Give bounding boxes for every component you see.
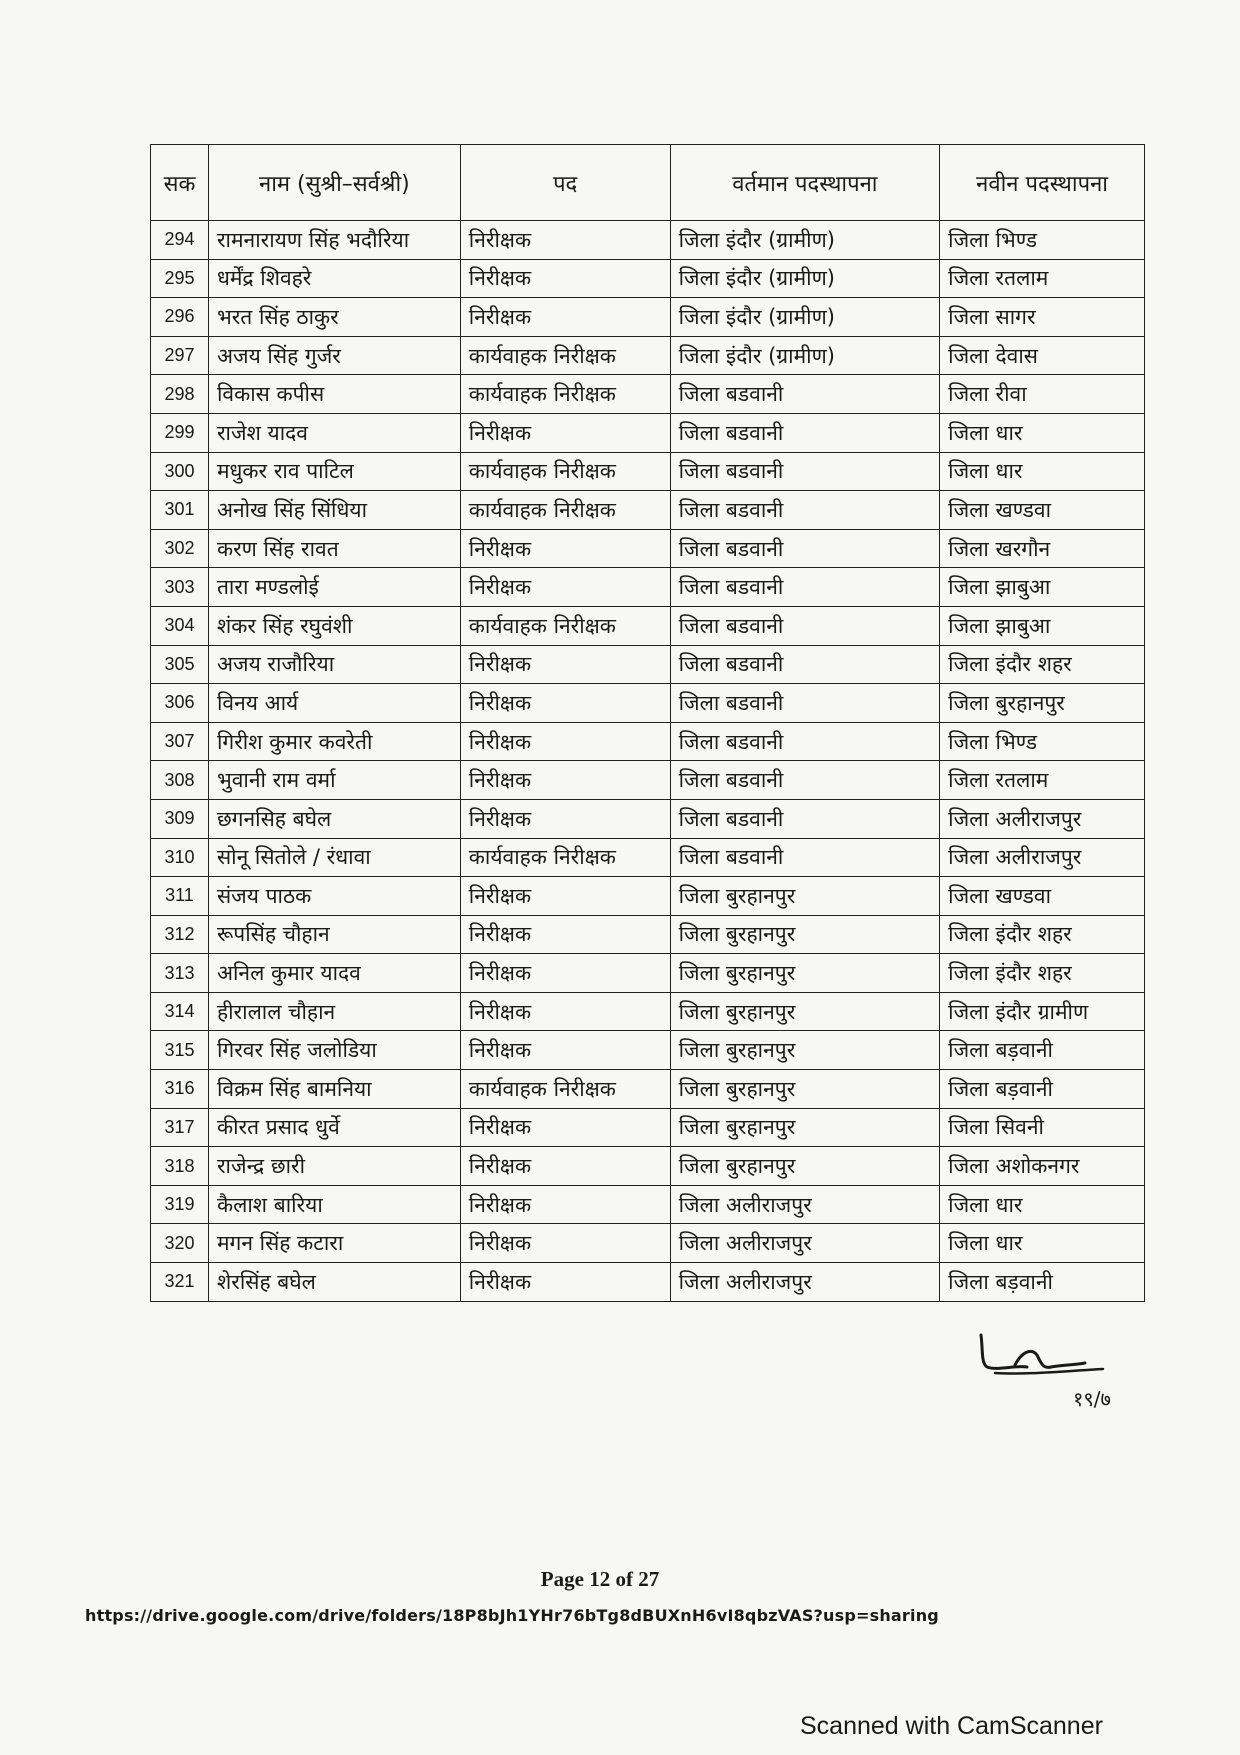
table-row bbox=[151, 336, 1145, 375]
name-cell: तारा मण्डलोई bbox=[208, 568, 460, 607]
current-posting-cell: जिला बडवानी bbox=[670, 645, 940, 684]
name-cell: रामनारायण सिंह भदौरिया bbox=[208, 221, 460, 260]
current-posting-cell: जिला इंदौर (ग्रामीण) bbox=[670, 336, 940, 375]
table-row bbox=[151, 375, 1145, 414]
post-cell: निरीक्षक bbox=[460, 761, 670, 800]
table-row bbox=[151, 1070, 1145, 1109]
current-posting-cell: जिला बुरहानपुर bbox=[670, 877, 940, 916]
new-posting-cell: जिला झाबुआ bbox=[940, 606, 1145, 645]
post-cell: कार्यवाहक निरीक्षक bbox=[460, 838, 670, 877]
drive-link[interactable]: https://drive.google.com/drive/folders/18P8bJh1YHr76bTg8dBUXnH6vI8qbzVAS?usp=sharing bbox=[85, 1606, 939, 1625]
serial-cell: 303 bbox=[151, 568, 209, 607]
name-cell: अनिल कुमार यादव bbox=[208, 954, 460, 993]
post-cell: निरीक्षक bbox=[460, 259, 670, 298]
current-posting-cell: जिला अलीराजपुर bbox=[670, 1185, 940, 1224]
table-row bbox=[151, 568, 1145, 607]
post-cell: कार्यवाहक निरीक्षक bbox=[460, 491, 670, 530]
name-cell: अजय राजौरिया bbox=[208, 645, 460, 684]
current-posting-cell: जिला बडवानी bbox=[670, 799, 940, 838]
new-posting-cell: जिला धार bbox=[940, 452, 1145, 491]
current-posting-cell: जिला बुरहानपुर bbox=[670, 1147, 940, 1186]
new-posting-cell: जिला इंदौर ग्रामीण bbox=[940, 992, 1145, 1031]
name-cell: अनोख सिंह सिंधिया bbox=[208, 491, 460, 530]
current-posting-cell: जिला बडवानी bbox=[670, 568, 940, 607]
current-posting-cell: जिला बडवानी bbox=[670, 529, 940, 568]
name-cell: सोनू सितोले / रंधावा bbox=[208, 838, 460, 877]
name-cell: धर्मेंद्र शिवहरे bbox=[208, 259, 460, 298]
name-cell: शंकर सिंह रघुवंशी bbox=[208, 606, 460, 645]
new-posting-cell: जिला भिण्ड bbox=[940, 722, 1145, 761]
new-posting-cell: जिला इंदौर शहर bbox=[940, 645, 1145, 684]
table-row bbox=[151, 606, 1145, 645]
header-current-posting: वर्तमान पदस्थापना bbox=[670, 145, 940, 221]
name-cell: गिरवर सिंह जलोडिया bbox=[208, 1031, 460, 1070]
name-cell: अजय सिंह गुर्जर bbox=[208, 336, 460, 375]
table-row bbox=[151, 684, 1145, 723]
table-row bbox=[151, 877, 1145, 916]
table-row bbox=[151, 722, 1145, 761]
new-posting-cell: जिला खण्डवा bbox=[940, 491, 1145, 530]
serial-cell: 295 bbox=[151, 259, 209, 298]
serial-cell: 314 bbox=[151, 992, 209, 1031]
new-posting-cell: जिला रतलाम bbox=[940, 259, 1145, 298]
serial-cell: 318 bbox=[151, 1147, 209, 1186]
new-posting-cell: जिला देवास bbox=[940, 336, 1145, 375]
post-cell: कार्यवाहक निरीक्षक bbox=[460, 336, 670, 375]
new-posting-cell: जिला खरगौन bbox=[940, 529, 1145, 568]
table-row bbox=[151, 1185, 1145, 1224]
serial-cell: 317 bbox=[151, 1108, 209, 1147]
serial-cell: 302 bbox=[151, 529, 209, 568]
table-row bbox=[151, 491, 1145, 530]
name-cell: शेरसिंह बघेल bbox=[208, 1263, 460, 1302]
serial-cell: 310 bbox=[151, 838, 209, 877]
serial-cell: 316 bbox=[151, 1070, 209, 1109]
serial-cell: 300 bbox=[151, 452, 209, 491]
header-serial: सक bbox=[151, 145, 209, 221]
current-posting-cell: जिला बुरहानपुर bbox=[670, 992, 940, 1031]
current-posting-cell: जिला बडवानी bbox=[670, 375, 940, 414]
post-cell: निरीक्षक bbox=[460, 1224, 670, 1263]
table-row bbox=[151, 1147, 1145, 1186]
current-posting-cell: जिला बुरहानपुर bbox=[670, 1070, 940, 1109]
post-cell: निरीक्षक bbox=[460, 992, 670, 1031]
name-cell: कीरत प्रसाद धुर्वे bbox=[208, 1108, 460, 1147]
serial-cell: 306 bbox=[151, 684, 209, 723]
table-row bbox=[151, 413, 1145, 452]
new-posting-cell: जिला अशोकनगर bbox=[940, 1147, 1145, 1186]
post-cell: निरीक्षक bbox=[460, 568, 670, 607]
name-cell: रूपसिंह चौहान bbox=[208, 915, 460, 954]
serial-cell: 312 bbox=[151, 915, 209, 954]
current-posting-cell: जिला बडवानी bbox=[670, 413, 940, 452]
table-row bbox=[151, 1031, 1145, 1070]
table-row bbox=[151, 915, 1145, 954]
table-row bbox=[151, 1108, 1145, 1147]
table-row bbox=[151, 992, 1145, 1031]
current-posting-cell: जिला बडवानी bbox=[670, 684, 940, 723]
post-cell: निरीक्षक bbox=[460, 954, 670, 993]
new-posting-cell: जिला अलीराजपुर bbox=[940, 838, 1145, 877]
serial-cell: 311 bbox=[151, 877, 209, 916]
current-posting-cell: जिला बुरहानपुर bbox=[670, 1031, 940, 1070]
table-row bbox=[151, 259, 1145, 298]
current-posting-cell: जिला बडवानी bbox=[670, 606, 940, 645]
new-posting-cell: जिला रीवा bbox=[940, 375, 1145, 414]
new-posting-cell: जिला बड़वानी bbox=[940, 1070, 1145, 1109]
current-posting-cell: जिला बडवानी bbox=[670, 761, 940, 800]
serial-cell: 308 bbox=[151, 761, 209, 800]
new-posting-cell: जिला धार bbox=[940, 1224, 1145, 1263]
signature-date: १९/७ bbox=[1073, 1387, 1111, 1411]
post-cell: निरीक्षक bbox=[460, 877, 670, 916]
post-cell: निरीक्षक bbox=[460, 529, 670, 568]
name-cell: भरत सिंह ठाकुर bbox=[208, 298, 460, 337]
serial-cell: 313 bbox=[151, 954, 209, 993]
name-cell: छगनसिह बघेल bbox=[208, 799, 460, 838]
table-row bbox=[151, 761, 1145, 800]
name-cell: कैलाश बारिया bbox=[208, 1185, 460, 1224]
current-posting-cell: जिला इंदौर (ग्रामीण) bbox=[670, 259, 940, 298]
current-posting-cell: जिला बडवानी bbox=[670, 452, 940, 491]
new-posting-cell: जिला बड़वानी bbox=[940, 1031, 1145, 1070]
new-posting-cell: जिला झाबुआ bbox=[940, 568, 1145, 607]
new-posting-cell: जिला धार bbox=[940, 1185, 1145, 1224]
serial-cell: 294 bbox=[151, 221, 209, 260]
new-posting-cell: जिला इंदौर शहर bbox=[940, 915, 1145, 954]
current-posting-cell: जिला बडवानी bbox=[670, 838, 940, 877]
new-posting-cell: जिला धार bbox=[940, 413, 1145, 452]
serial-cell: 315 bbox=[151, 1031, 209, 1070]
new-posting-cell: जिला अलीराजपुर bbox=[940, 799, 1145, 838]
name-cell: मधुकर राव पाटिल bbox=[208, 452, 460, 491]
current-posting-cell: जिला अलीराजपुर bbox=[670, 1224, 940, 1263]
serial-cell: 298 bbox=[151, 375, 209, 414]
new-posting-cell: जिला रतलाम bbox=[940, 761, 1145, 800]
table-row bbox=[151, 799, 1145, 838]
header-name: नाम (सुश्री–सर्वश्री) bbox=[208, 145, 460, 221]
current-posting-cell: जिला बुरहानपुर bbox=[670, 915, 940, 954]
current-posting-cell: जिला इंदौर (ग्रामीण) bbox=[670, 298, 940, 337]
post-cell: निरीक्षक bbox=[460, 799, 670, 838]
current-posting-cell: जिला बडवानी bbox=[670, 491, 940, 530]
post-cell: निरीक्षक bbox=[460, 298, 670, 337]
new-posting-cell: जिला बड़वानी bbox=[940, 1263, 1145, 1302]
table-row bbox=[151, 529, 1145, 568]
post-cell: निरीक्षक bbox=[460, 684, 670, 723]
current-posting-cell: जिला बुरहानपुर bbox=[670, 954, 940, 993]
post-cell: कार्यवाहक निरीक्षक bbox=[460, 1070, 670, 1109]
post-cell: कार्यवाहक निरीक्षक bbox=[460, 452, 670, 491]
table-row bbox=[151, 954, 1145, 993]
post-cell: निरीक्षक bbox=[460, 645, 670, 684]
post-cell: निरीक्षक bbox=[460, 1185, 670, 1224]
table-row bbox=[151, 1263, 1145, 1302]
table-row bbox=[151, 838, 1145, 877]
post-cell: निरीक्षक bbox=[460, 1108, 670, 1147]
header-new-posting: नवीन पदस्थापना bbox=[940, 145, 1145, 221]
name-cell: राजेश यादव bbox=[208, 413, 460, 452]
new-posting-cell: जिला भिण्ड bbox=[940, 221, 1145, 260]
post-cell: निरीक्षक bbox=[460, 722, 670, 761]
current-posting-cell: जिला इंदौर (ग्रामीण) bbox=[670, 221, 940, 260]
table-row bbox=[151, 645, 1145, 684]
post-cell: निरीक्षक bbox=[460, 221, 670, 260]
post-cell: निरीक्षक bbox=[460, 1147, 670, 1186]
name-cell: हीरालाल चौहान bbox=[208, 992, 460, 1031]
new-posting-cell: जिला बुरहानपुर bbox=[940, 684, 1145, 723]
post-cell: निरीक्षक bbox=[460, 1263, 670, 1302]
name-cell: राजेन्द्र छारी bbox=[208, 1147, 460, 1186]
name-cell: गिरीश कुमार कवरेती bbox=[208, 722, 460, 761]
serial-cell: 297 bbox=[151, 336, 209, 375]
name-cell: करण सिंह रावत bbox=[208, 529, 460, 568]
serial-cell: 321 bbox=[151, 1263, 209, 1302]
serial-cell: 296 bbox=[151, 298, 209, 337]
name-cell: विक्रम सिंह बामनिया bbox=[208, 1070, 460, 1109]
table-row bbox=[151, 1224, 1145, 1263]
name-cell: विनय आर्य bbox=[208, 684, 460, 723]
table-header-row bbox=[151, 145, 1145, 221]
transfer-table bbox=[150, 144, 1145, 1302]
new-posting-cell: जिला सागर bbox=[940, 298, 1145, 337]
current-posting-cell: जिला बुरहानपुर bbox=[670, 1108, 940, 1147]
name-cell: भुवानी राम वर्मा bbox=[208, 761, 460, 800]
name-cell: संजय पाठक bbox=[208, 877, 460, 916]
serial-cell: 304 bbox=[151, 606, 209, 645]
current-posting-cell: जिला अलीराजपुर bbox=[670, 1263, 940, 1302]
serial-cell: 301 bbox=[151, 491, 209, 530]
post-cell: कार्यवाहक निरीक्षक bbox=[460, 606, 670, 645]
post-cell: निरीक्षक bbox=[460, 915, 670, 954]
new-posting-cell: जिला सिवनी bbox=[940, 1108, 1145, 1147]
table-row bbox=[151, 221, 1145, 260]
name-cell: विकास कपीस bbox=[208, 375, 460, 414]
camscanner-watermark: Scanned with CamScanner bbox=[800, 1712, 1103, 1740]
page-number: Page 12 of 27 bbox=[540, 1567, 660, 1591]
post-cell: निरीक्षक bbox=[460, 1031, 670, 1070]
current-posting-cell: जिला बडवानी bbox=[670, 722, 940, 761]
signature bbox=[975, 1325, 1125, 1415]
new-posting-cell: जिला इंदौर शहर bbox=[940, 954, 1145, 993]
header-post: पद bbox=[460, 145, 670, 221]
post-cell: कार्यवाहक निरीक्षक bbox=[460, 375, 670, 414]
post-cell: निरीक्षक bbox=[460, 413, 670, 452]
table-row bbox=[151, 298, 1145, 337]
serial-cell: 309 bbox=[151, 799, 209, 838]
serial-cell: 299 bbox=[151, 413, 209, 452]
serial-cell: 319 bbox=[151, 1185, 209, 1224]
serial-cell: 307 bbox=[151, 722, 209, 761]
serial-cell: 305 bbox=[151, 645, 209, 684]
new-posting-cell: जिला खण्डवा bbox=[940, 877, 1145, 916]
table-body bbox=[151, 221, 1145, 1302]
table-row bbox=[151, 452, 1145, 491]
name-cell: मगन सिंह कटारा bbox=[208, 1224, 460, 1263]
serial-cell: 320 bbox=[151, 1224, 209, 1263]
